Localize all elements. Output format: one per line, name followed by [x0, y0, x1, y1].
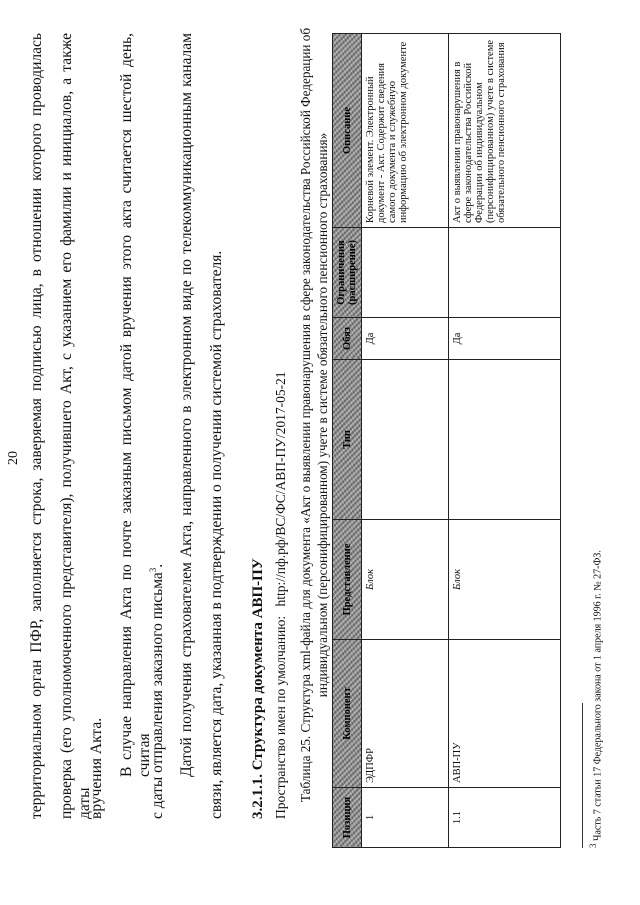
table-row	[362, 34, 449, 848]
paragraph-line-4: В случае направления Акта по почте заказным письмом датой вручения этого акта считается шестой день, считая	[118, 33, 153, 777]
namespace-value: http://пф.рф/ВС/ФС/АВП-ПУ/2017-05-21	[273, 371, 288, 607]
namespace-line	[273, 371, 289, 819]
paragraph-line-5	[148, 564, 167, 819]
footnote-number: 3	[588, 843, 598, 848]
cell-position: 1	[362, 788, 449, 848]
footnote-mark: 3	[148, 567, 158, 573]
header-component: Компонент	[333, 640, 362, 788]
paragraph-line-1: территориальном орган ПФР, заполняется строка, заверяемая подписью лица, в отношении которого проводилась	[28, 33, 45, 819]
page-number: 20	[6, 451, 21, 465]
header-restrictions: Ограничения (расширение)	[333, 228, 362, 318]
cell-position: 1.1	[449, 788, 561, 848]
cell-type	[449, 360, 561, 520]
header-representation: Представление	[333, 520, 362, 640]
footnote	[588, 550, 603, 848]
cell-representation: Блок	[449, 520, 561, 640]
period: .	[149, 563, 167, 568]
table-caption-line-2: индивидуальном (персонифицированном) учете в системе обязательного пенсионного страхования»	[315, 132, 330, 698]
header-position: Позиция	[333, 788, 362, 848]
cell-type	[362, 360, 449, 520]
cell-restrictions	[449, 228, 561, 318]
footnote-divider	[582, 703, 583, 848]
header-type: Тип	[333, 360, 362, 520]
section-heading: 3.2.1.1. Структура документа АВП-ПУ	[250, 558, 266, 819]
cell-required: Да	[362, 318, 449, 360]
cell-required: Да	[449, 318, 561, 360]
table-row	[449, 34, 561, 848]
paragraph-line-5-text: с даты отправления заказного письма	[149, 572, 167, 819]
namespace-label: Пространство имен по умолчанию:	[273, 615, 288, 819]
header-required: Обяз	[333, 318, 362, 360]
cell-description: Акт о выявлении правонарушения в сфере законодательства Российской Федерации об индивидуальном (персонифицированном) учете в системе обязательного пенсионного страхования	[449, 34, 561, 228]
cell-component: ЭДПФР	[362, 640, 449, 788]
footnote-text: Часть 7 статьи 17 Федерального закона от 1 апреля 1996 г. № 27-ФЗ.	[592, 550, 604, 841]
paragraph-line-3: вручения Акта.	[88, 717, 105, 819]
cell-representation: Блок	[362, 520, 449, 640]
table-caption-line-1: Таблица 25. Структура xml-файла для документа «Акт о выявлении правонарушения в сфере законодательства Российской Федерации об	[298, 27, 313, 803]
cell-description: Корневой элемент. Электронный документ - Акт. Содержит сведения самого документа и служебную информацию об электронном документе	[362, 34, 449, 228]
cell-restrictions	[362, 228, 449, 318]
paragraph-line-7: связи, является дата, указанная в подтверждении о получении системой страхователя.	[208, 250, 225, 819]
paragraph-line-2: проверка (его уполномоченного представителя), получившего Акт, с указанием его фамилии и инициалов, а также даты	[58, 33, 93, 819]
paragraph-line-6: Датой получения страхователем Акта, направленного в электронном виде по телекоммуникационным каналам	[178, 33, 195, 777]
structure-table	[332, 33, 561, 848]
header-description: Описание	[333, 34, 362, 228]
table-header-row	[333, 34, 362, 848]
cell-component: АВП-ПУ	[449, 640, 561, 788]
